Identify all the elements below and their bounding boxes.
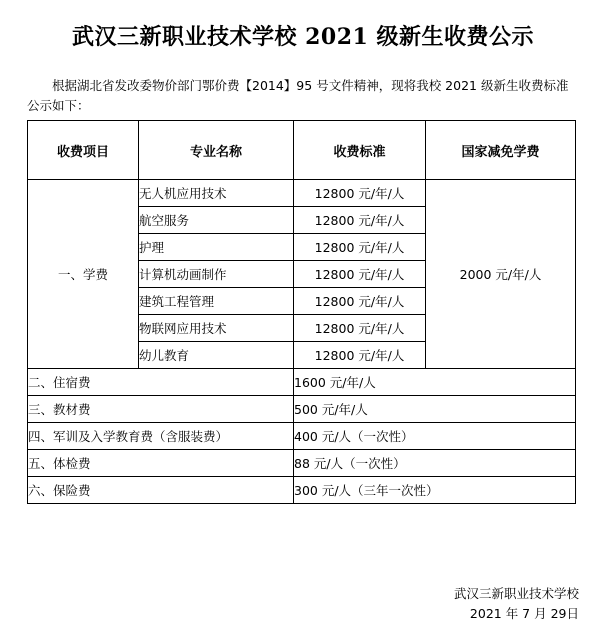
header-fee-item: 收费项目 xyxy=(28,121,139,180)
table-header-row xyxy=(28,121,576,180)
major-fee-cell: 12800 元/年/人 xyxy=(294,261,426,288)
fee-item-cell: 二、住宿费 xyxy=(28,369,294,396)
major-fee-cell: 12800 元/年/人 xyxy=(294,180,426,207)
fee-table xyxy=(27,120,576,504)
table-row xyxy=(28,369,576,396)
signature-date: 2021 年 7 月 29日 xyxy=(469,606,579,621)
major-fee-cell: 12800 元/年/人 xyxy=(294,207,426,234)
table-row xyxy=(28,423,576,450)
major-fee-cell: 12800 元/年/人 xyxy=(294,288,426,315)
table-row xyxy=(28,477,576,504)
header-tuition-reduction: 国家减免学费 xyxy=(426,121,576,180)
major-fee-cell: 12800 元/年/人 xyxy=(294,342,426,369)
intro-text: 根据湖北省发改委物价部门鄂价费【2014】95 号文件精神，现将我校 2021 级新生收费标准公示如下： xyxy=(27,78,569,113)
fee-item-cell: 四、军训及入学教育费（含服装费） xyxy=(28,423,294,450)
major-name-cell: 建筑工程管理 xyxy=(139,288,294,315)
table-row xyxy=(28,450,576,477)
major-name-cell: 护理 xyxy=(139,234,294,261)
major-name-cell: 幼儿教育 xyxy=(139,342,294,369)
document-title: 武汉三新职业技术学校 2021 级新生收费公示 xyxy=(71,24,535,50)
tuition-item-cell: 一、学费 xyxy=(28,180,139,369)
major-fee-cell: 12800 元/年/人 xyxy=(294,234,426,261)
major-fee-cell: 12800 元/年/人 xyxy=(294,315,426,342)
fee-item-cell: 五、体检费 xyxy=(28,450,294,477)
fee-standard-cell: 400 元/人（一次性） xyxy=(294,423,576,450)
signature-block xyxy=(454,584,579,624)
header-fee-standard: 收费标准 xyxy=(294,121,426,180)
intro-paragraph xyxy=(27,76,579,116)
major-name-cell: 物联网应用技术 xyxy=(139,315,294,342)
table-row xyxy=(28,180,576,207)
major-name-cell: 无人机应用技术 xyxy=(139,180,294,207)
major-name-cell: 计算机动画制作 xyxy=(139,261,294,288)
table-row xyxy=(28,396,576,423)
signature-school: 武汉三新职业技术学校 xyxy=(453,586,579,601)
fee-item-cell: 三、教材费 xyxy=(28,396,294,423)
fee-item-cell: 六、保险费 xyxy=(28,477,294,504)
fee-standard-cell: 88 元/人（一次性） xyxy=(294,450,576,477)
header-major-name: 专业名称 xyxy=(139,121,294,180)
fee-standard-cell: 500 元/年/人 xyxy=(294,396,576,423)
tuition-reduction-cell: 2000 元/年/人 xyxy=(426,180,576,369)
fee-standard-cell: 300 元/人（三年一次性） xyxy=(294,477,576,504)
major-name-cell: 航空服务 xyxy=(139,207,294,234)
fee-standard-cell: 1600 元/年/人 xyxy=(294,369,576,396)
